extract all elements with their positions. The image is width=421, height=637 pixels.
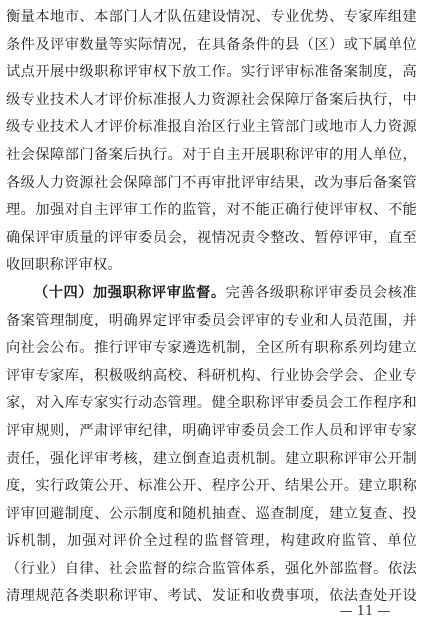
text-line: 收回职称评审权。 — [6, 257, 122, 274]
text-line: 衡量本地市、本部门人才队伍建设情况、专业优势、专家库组建 — [6, 9, 417, 25]
text-line: 诉机制，加强对评价全过程的监督管理，构建政府监管、单位 — [6, 533, 417, 550]
text-line: 条件及评审数量等实际情况，在具备条件的县（区）或下属单位 — [6, 36, 417, 53]
text-line: 理。加强对自主评审工作的监管，对不能正确行使评审权、不能 — [6, 202, 417, 219]
section-first-line — [6, 280, 417, 308]
text-line: 评审专家库，积极吸纳高校、科研机构、行业协会学会、企业专 — [6, 367, 417, 384]
text-line: 社会保障部门备案后执行。对于自主开展职称评审的用人单位， — [6, 146, 417, 163]
text-line: 确保评审质量的评审委员会，视情况责令整改、暂停评审，直至 — [6, 229, 417, 246]
text-line: 级专业技术人才评价标准报人力资源社会保障厅备案后执行，中 — [6, 91, 417, 108]
text-line: 各级人力资源社会保障部门不再审批评审结果，改为事后备案管 — [6, 174, 417, 191]
paragraph-1 — [6, 4, 417, 280]
text-line: 度，实行政策公开、标准公开、程序公开、结果公开。建立职称 — [6, 478, 417, 495]
text-line: 级专业技术人才评价标准报自治区行业主管部门或地市人力资源 — [6, 119, 417, 136]
text-line: 责任，强化评审考核，建立倒查追责机制。建立职称评审公开制 — [6, 450, 417, 467]
text-line: 备案管理制度，明确界定评审委员会评审的专业和人员范围，并 — [6, 312, 417, 329]
text-line: 向社会公布。推行评审专家遴选机制，全区所有职称系列均建立 — [6, 340, 417, 357]
text-line: 评审回避制度、公示制度和随机抽查、巡查制度，建立复查、投 — [6, 505, 417, 522]
text-line: 评审规则，严肃评审纪律，明确评审委员会工作人员和评审专家 — [6, 422, 417, 439]
text-line: 试点开展中级职称评审权下放工作。实行评审标准备案制度，高 — [6, 64, 417, 81]
text-line: 清理规范各类职称评审、考试、发证和收费事项，依法查处开设 — [6, 588, 417, 605]
section-heading: （十四）加强职称评审监督。 — [34, 284, 226, 301]
paragraph-2 — [6, 280, 417, 611]
document-page — [6, 4, 417, 611]
section-first-line-text: 完善各级职称评审委员会核准 — [225, 284, 417, 301]
text-line: 家，对入库专家实行动态管理。健全职称评审委员会工作程序和 — [6, 395, 417, 412]
page-number: — 11 — — [339, 604, 391, 619]
text-line: （行业）自律、社会监督的综合监管体系，强化外部监督。依法 — [6, 560, 417, 577]
